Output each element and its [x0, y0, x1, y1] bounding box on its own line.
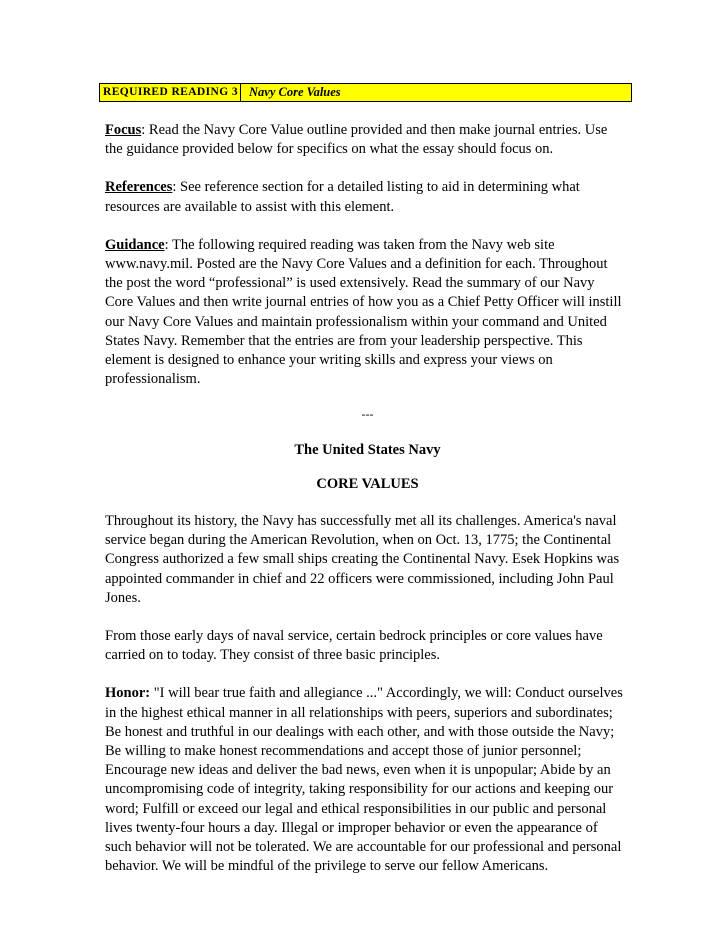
document-title: The United States Navy: [294, 441, 441, 458]
reading-number-label: REQUIRED READING 3: [100, 84, 241, 101]
references-label: References: [105, 179, 173, 196]
honor-label: Honor:: [105, 685, 151, 702]
honor-paragraph: Honor: "I will bear true faith and allegiance ..." Accordingly, we will: Conduct ourselves in the highest ethical manner in all relationships with peers, superiors and subordinates; Be honest and truthful in our dealings with each other, and with those outside the Navy; Be willing to make honest recommendations and accept those of junior personnel; Encourage new ideas and deliver the bad news, even when it is unpopular; Abide by an uncompromising code of integrity, taking responsibility for our actions and keeping our word; Fulfill or exceed our legal and ethical responsibilities in our public and personal lives twenty-four hours a day. Illegal or improper behavior or even the appearance of such behavior will not be tolerated. We are accountable for our professional and personal behavior. We will be mindful of the privilege to serve our fellow Americans.: [105, 685, 623, 875]
references-paragraph: References: See reference section for a detailed listing to aid in determining what resources are available to assist with this element.: [105, 179, 580, 215]
section-separator: ---: [361, 407, 374, 422]
guidance-label: Guidance: [105, 236, 165, 253]
early-days-paragraph: From those early days of naval service, certain bedrock principles or core values have carried on to today. They consist of three basic principles.: [105, 628, 603, 664]
history-paragraph: Throughout its history, the Navy has successfully met all its challenges. America's naval service began during the American Revolution, when on Oct. 13, 1775; the Continental Congress authorized a few small ships creating the Continental Navy. Esek Hopkins was appointed commander in chief and 22 officers were commissioned, including John Paul Jones.: [105, 513, 620, 606]
focus-paragraph: Focus: Read the Navy Core Value outline provided and then make journal entries. Use the guidance provided below for specifics on what the essay should focus on.: [105, 122, 608, 158]
reading-topic: Navy Core Values: [249, 85, 341, 99]
focus-label: Focus: [105, 122, 142, 138]
document-page: [105, 83, 630, 877]
guidance-paragraph: Guidance: The following required reading was taken from the Navy web site www.navy.mil. Posted are the Navy Core Values and a definition for each. Throughout the post the word “professional” is used extensively. Read the summary of our Navy Core Values and then write journal entries of how you as a Chief Petty Officer will instill our Navy Core Values and maintain professionalism within your command and United States Navy. Remember that the entries are from your leadership perspective. This element is designed to enhance your writing skills and express your views on professionalism.: [105, 236, 622, 388]
reading-header: [99, 83, 632, 102]
document-subtitle: CORE VALUES: [316, 475, 419, 492]
